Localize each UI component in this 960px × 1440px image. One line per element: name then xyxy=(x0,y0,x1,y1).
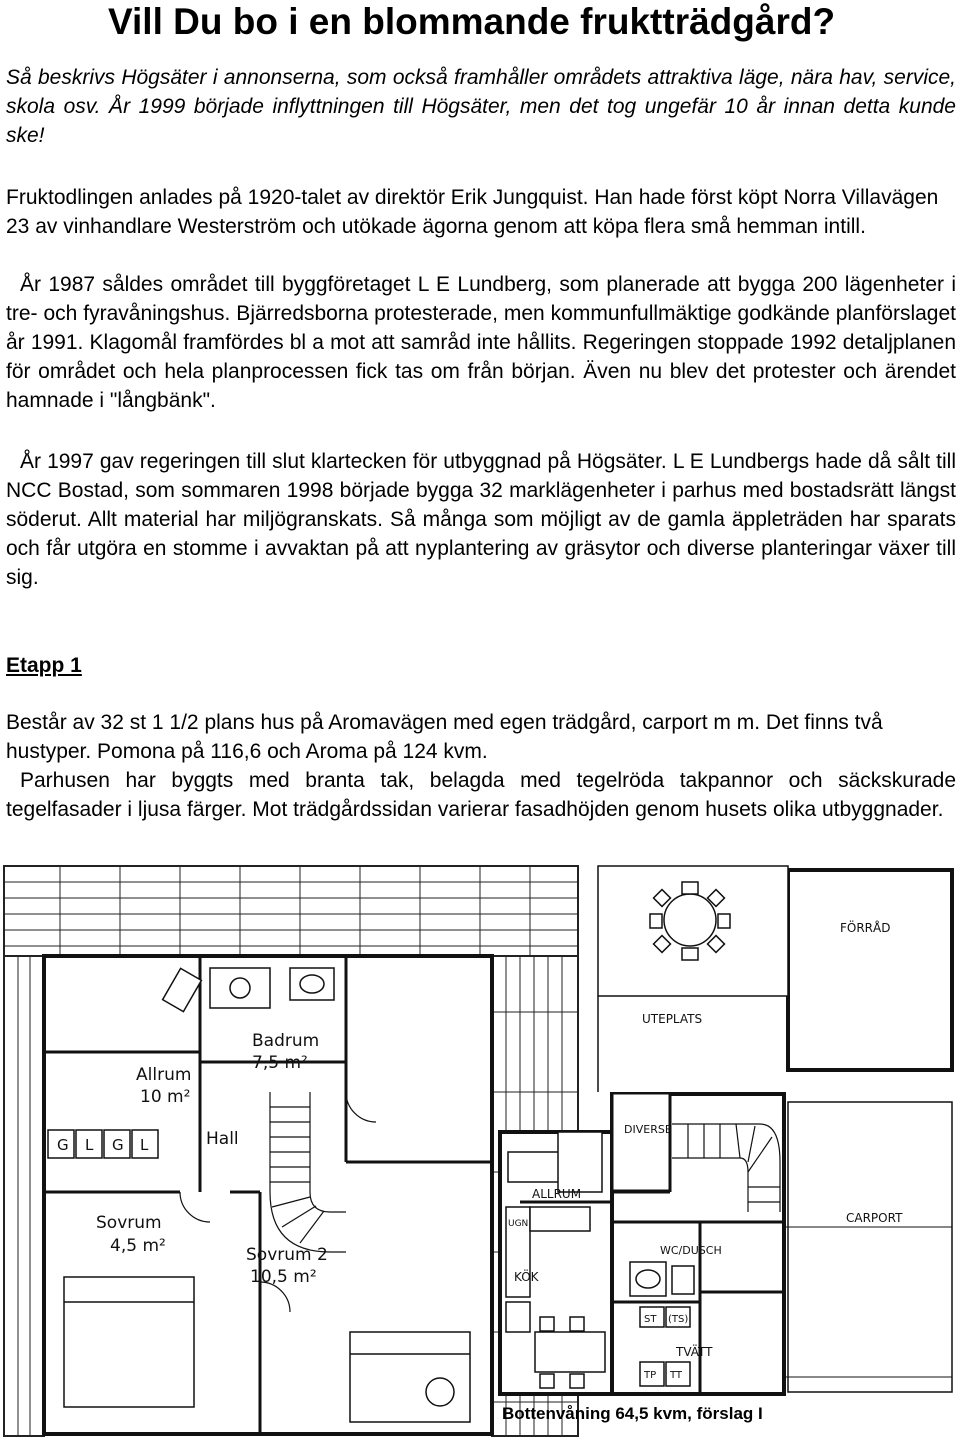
st-label: ST xyxy=(644,1314,657,1325)
forrad-label: FÖRRÅD xyxy=(840,921,891,935)
upper-hall-label: Hall xyxy=(206,1129,239,1149)
svg-text:L: L xyxy=(85,1136,94,1154)
upper-sovrum2-label: Sovrum 2 xyxy=(246,1245,328,1265)
svg-text:L: L xyxy=(140,1136,149,1154)
upper-badrum-label: Badrum xyxy=(252,1031,320,1051)
floor-plans xyxy=(0,862,960,1440)
upper-sovrum1-area: 4,5 m² xyxy=(110,1236,166,1256)
svg-text:G: G xyxy=(112,1136,124,1154)
tp-label: TP xyxy=(644,1370,657,1381)
planning-paragraph: År 1987 såldes området till byggföretaget L E Lundberg, som planerade att bygga 200 lägenheter i tre- och fyravåningshus. Bjärredsborna protesterade, men kommunfullmäktige godkände planförslaget år 1991. Klagomål framfördes bl a mot att samråd inte hållits. Regeringen stoppade 1992 detaljplanen för området och hela planprocessen fick tas om från början. Även nu blev det protester och ärendet hamnade i "långbänk". xyxy=(6,273,956,412)
ts-label: (TS) xyxy=(668,1314,689,1325)
diverse-label: DIVERSE xyxy=(624,1123,672,1136)
page-title: Vill Du bo i en blommande fruktträdgård? xyxy=(108,1,836,42)
upper-floor-plan xyxy=(4,866,578,1436)
wc-dusch-label: WC/DUSCH xyxy=(660,1244,722,1257)
etapp-paragraph: Består av 32 st 1 1/2 plans hus på Aromavägen med egen trädgård, carport m m. Det finns två hustyper. Pomona på 116,6 och Aroma på 124 kvm. xyxy=(6,711,883,763)
uteplats-label: UTEPLATS xyxy=(642,1012,703,1026)
upper-sovrum1-label: Sovrum xyxy=(96,1213,162,1233)
upper-badrum-area: 7,5 m² xyxy=(252,1053,308,1073)
ugn-label: UGN xyxy=(508,1219,529,1229)
tvatt-label: TVÄTT xyxy=(676,1345,713,1359)
tt-label: TT xyxy=(670,1370,683,1381)
design-paragraph: Parhusen har byggts med branta tak, belagda med tegelröda takpannor och säckskurade tegelfasader i ljusa färger. Mot trädgårdssidan varierar fasadhöjden genom husets olika utbyggnader. xyxy=(6,769,956,821)
upper-allrum-label: Allrum xyxy=(136,1065,192,1085)
history-paragraph: Fruktodlingen anlades på 1920-talet av direktör Erik Jungquist. Han hade först köpt Norra Villavägen 23 av vinhandlare Westerström och utökade ägorna genom att köpa flera små hemman intill. xyxy=(6,186,939,238)
kok-label: KÖK xyxy=(514,1270,539,1284)
carport-label: CARPORT xyxy=(846,1211,903,1225)
intro-paragraph: Så beskrivs Högsäter i annonserna, som också framhåller områdets attraktiva läge, nära hav, service, skola osv. År 1999 började inflyttningen till Högsäter, men det tog ungefär 10 år innan detta kunde ske! xyxy=(6,66,956,147)
ground-allrum-label: ALLRUM xyxy=(532,1187,582,1201)
upper-sovrum2-area: 10,5 m² xyxy=(250,1267,317,1287)
ground-floor-caption: Bottenvåning 64,5 kvm, förslag I xyxy=(502,1404,763,1423)
etapp-heading: Etapp 1 xyxy=(6,654,82,677)
upper-allrum-area: 10 m² xyxy=(140,1087,191,1107)
construction-paragraph: År 1997 gav regeringen till slut klartecken för utbyggnad på Högsäter. L E Lundbergs hade då sålt till NCC Bostad, som sommaren 1998 började bygga 32 marklägenheter i parhus med bostadsrätt längst söderut. Allt material har miljögranskats. Så många som möjligt av de gamla äppleträden har sparats och får utgöra en stomme i avvaktan på att nyplantering av gräsytor och diverse planteringar växer till sig. xyxy=(6,450,956,589)
svg-text:G: G xyxy=(57,1136,69,1154)
